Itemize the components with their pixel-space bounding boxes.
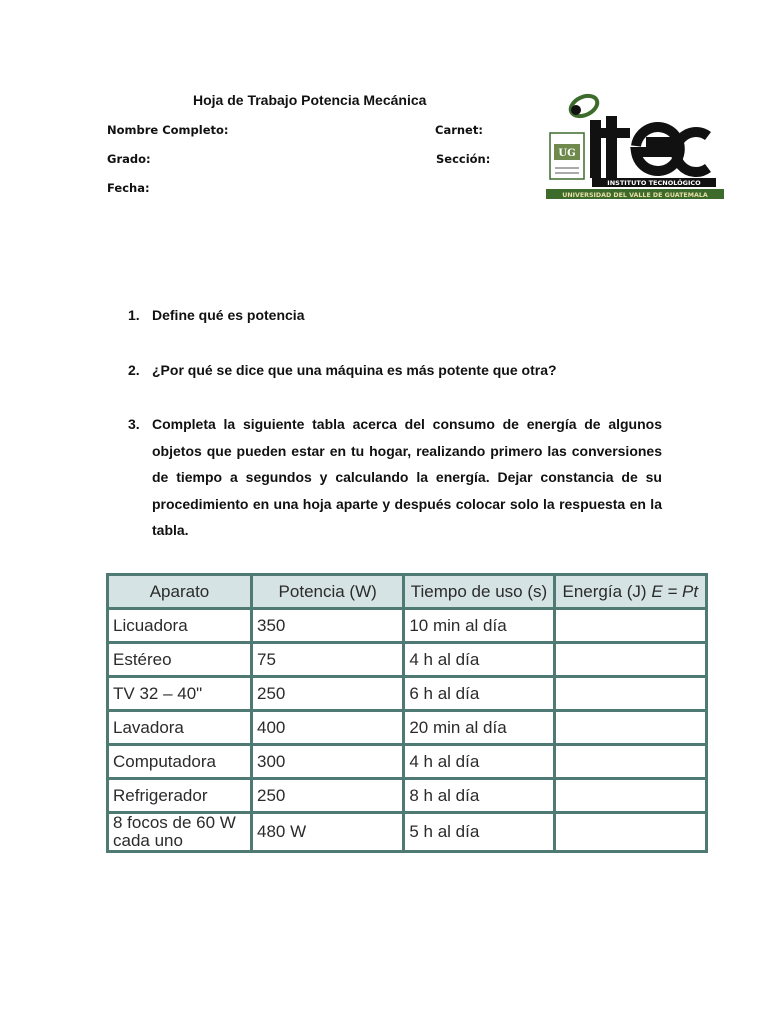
- question-number: 2.: [128, 361, 140, 378]
- cell-potencia: 480 W: [252, 813, 404, 852]
- cell-aparato: Refrigerador: [108, 779, 252, 813]
- table-row: [108, 677, 707, 711]
- cell-tiempo: 6 h al día: [404, 677, 554, 711]
- cell-aparato: TV 32 – 40": [108, 677, 252, 711]
- svg-text:UNIVERSIDAD DEL VALLE DE GUATE: UNIVERSIDAD DEL VALLE DE GUATEMALA: [562, 192, 708, 199]
- header-energia-label: Energía (J): [562, 581, 652, 601]
- header-tiempo: Tiempo de uso (s): [404, 575, 554, 609]
- nombre-label: Nombre Completo:: [107, 123, 229, 137]
- cell-potencia: 75: [252, 643, 404, 677]
- table-header-row: [108, 575, 707, 609]
- question-number: 3.: [128, 416, 140, 432]
- cell-aparato: Estéreo: [108, 643, 252, 677]
- cell-tiempo: 20 min al día: [404, 711, 554, 745]
- cell-tiempo: 5 h al día: [404, 813, 554, 852]
- table-row: [108, 745, 707, 779]
- header-energia: [554, 575, 706, 609]
- cell-tiempo: 8 h al día: [404, 779, 554, 813]
- cell-aparato: 8 focos de 60 W cada uno: [108, 813, 252, 852]
- energy-table-container: [106, 573, 708, 875]
- table-row: [108, 711, 707, 745]
- cell-energia[interactable]: [554, 779, 706, 813]
- carnet-label: Carnet:: [435, 123, 483, 137]
- cell-potencia: 250: [252, 677, 404, 711]
- question-text: ¿Por qué se dice que una máquina es más potente que otra?: [152, 361, 557, 378]
- cell-energia[interactable]: [554, 643, 706, 677]
- cell-potencia: 400: [252, 711, 404, 745]
- table-row: [108, 813, 707, 852]
- table-row: [108, 779, 707, 813]
- cell-potencia: 350: [252, 609, 404, 643]
- itec-uvg-logo: [544, 88, 726, 202]
- cell-potencia: 250: [252, 779, 404, 813]
- cell-tiempo: 10 min al día: [404, 609, 554, 643]
- questions-list: [128, 302, 662, 544]
- header-aparato: Aparato: [108, 575, 252, 609]
- question-2: [128, 357, 662, 384]
- cell-potencia: 300: [252, 745, 404, 779]
- cell-tiempo: 4 h al día: [404, 745, 554, 779]
- cell-aparato: Lavadora: [108, 711, 252, 745]
- question-text: Completa la siguiente tabla acerca del consumo de energía de algunos objetos que pueden estar en tu hogar, realizando primero las conversiones de tiempo a segundos y calculando la energía. Dejar constancia de su procedimiento en una hoja aparte y después colocar solo la respuesta en la tabla.: [152, 416, 662, 538]
- energy-consumption-table: [106, 573, 708, 853]
- table-row: [108, 643, 707, 677]
- question-number: 1.: [128, 307, 140, 323]
- fecha-label: Fecha:: [107, 181, 150, 195]
- question-1: [128, 302, 662, 329]
- cell-energia[interactable]: [554, 609, 706, 643]
- question-text: Define qué es potencia: [152, 307, 305, 323]
- cell-aparato: Computadora: [108, 745, 252, 779]
- cell-energia[interactable]: [554, 711, 706, 745]
- header-energia-formula: E = Pt: [651, 581, 699, 601]
- cell-tiempo: 4 h al día: [404, 643, 554, 677]
- cell-energia[interactable]: [554, 677, 706, 711]
- svg-text:INSTITUTO TECNOLÓGICO: INSTITUTO TECNOLÓGICO: [607, 179, 701, 187]
- cell-energia[interactable]: [554, 813, 706, 852]
- cell-aparato: Licuadora: [108, 609, 252, 643]
- cell-energia[interactable]: [554, 745, 706, 779]
- seccion-label: Sección:: [436, 152, 491, 166]
- grado-label: Grado:: [107, 152, 151, 166]
- header-potencia: Potencia (W): [252, 575, 404, 609]
- question-3: [128, 411, 662, 544]
- svg-text:UG: UG: [558, 148, 576, 159]
- page-title: Hoja de Trabajo Potencia Mecánica: [193, 92, 427, 108]
- table-row: [108, 609, 707, 643]
